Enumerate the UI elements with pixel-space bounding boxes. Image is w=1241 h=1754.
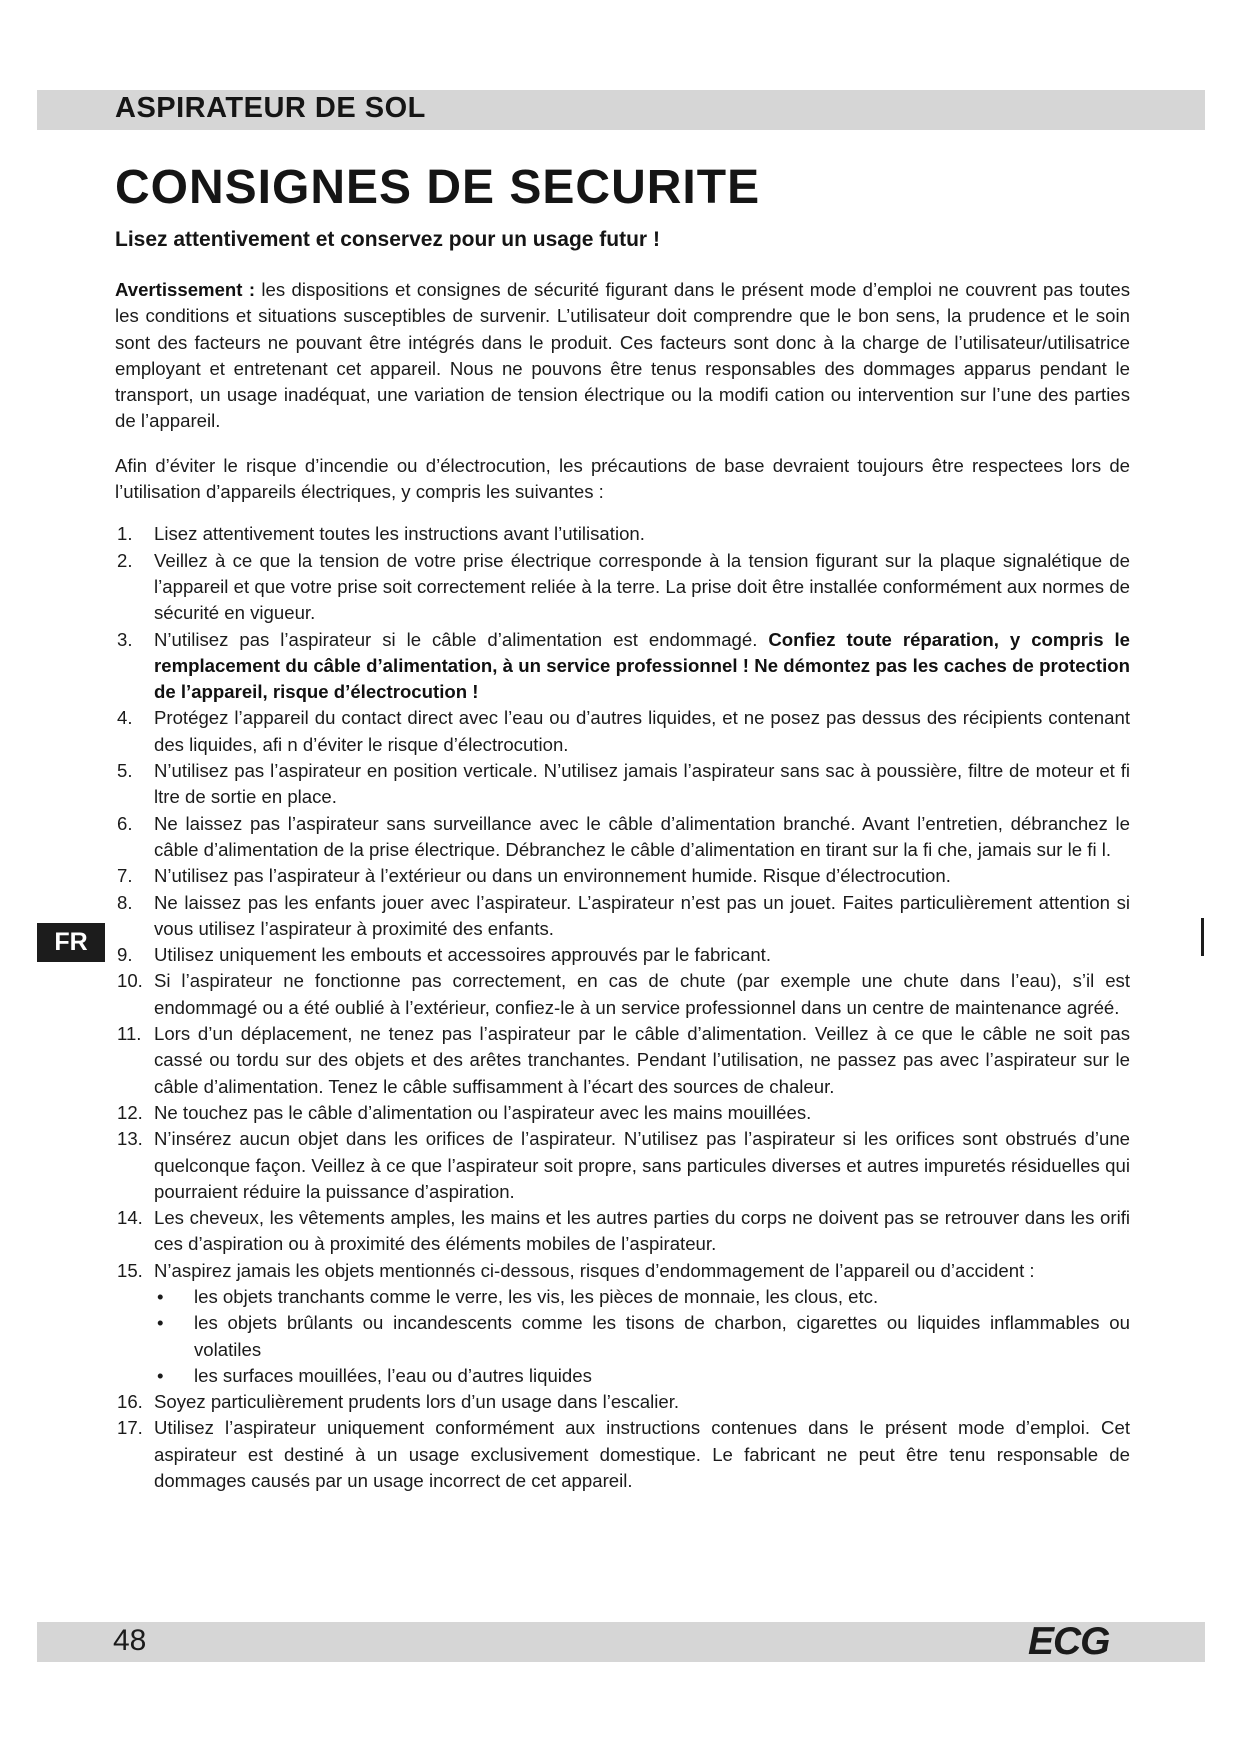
brand-logo: ECG [1028,1620,1110,1663]
sub-item-text: les objets brûlants ou incandescents comme les tisons de charbon, cigarettes ou liquides inflammables ou volatiles [194,1312,1130,1360]
list-item [115,890,1130,943]
bullet-icon: • [157,1285,164,1307]
item-number: 9. [117,944,133,966]
item-number: 15. [117,1259,143,1281]
sub-list [154,1284,1130,1389]
item-text: Ne touchez pas le câble d’alimentation ou l’aspirateur avec les mains mouillées. [154,1101,812,1123]
sub-list-item [154,1284,1130,1310]
intro-paragraph: Afin d’éviter le risque d’incendie ou d’électrocution, les précautions de base devraient toujours être respectees lors de l’utilisation d’appareils électriques, y compris les suivantes : [115,454,1130,503]
list-item [115,1100,1130,1126]
item-text: Utilisez uniquement les embouts et accessoires approuvés par le fabricant. [154,944,772,966]
item-number: 2. [117,549,133,571]
item-number: 5. [117,760,133,782]
list-item [115,1415,1130,1494]
item-number: 16. [117,1391,143,1413]
list-item [115,758,1130,811]
item-text: Utilisez l’aspirateur uniquement conformément aux instructions contenues dans le présent mode d’emploi. Cet aspirateur est destiné à un usage exclusivement domestique. Le fabricant ne peut être tenu responsable de dommages causés par un usage incorrect de cet appareil. [154,1417,1130,1492]
item-text: Lisez attentivement toutes les instructions avant l’utilisation. [154,523,645,545]
list-item [115,548,1130,627]
item-text: Soyez particulièrement prudents lors d’un usage dans l’escalier. [154,1391,680,1413]
item-text: N’utilisez pas l’aspirateur à l’extérieur ou dans un environnement humide. Risque d’électrocution. [154,865,951,887]
page-subtitle: Lisez attentivement et conservez pour un usage futur ! [115,228,660,251]
item-number: 6. [117,812,133,834]
list-item [115,811,1130,864]
item-text: Veillez à ce que la tension de votre prise électrique corresponde à la tension figurant sur la plaque signalétique de l’appareil et que votre prise soit correctement reliée à la terre. La prise doit être installée conformément aux normes de sécurité en vigueur. [154,549,1130,624]
list-item [115,521,1130,547]
warning-text: les dispositions et consignes de sécurité figurant dans le présent mode d’emploi ne couvrent pas toutes les conditions et situations susceptibles de survenir. L’utilisateur doit comprendre que le bon sens, la prudence et le soin sont des facteurs ne pouvant être intégrés dans le produit. Ces facteurs sont donc à la charge de l’utilisateur/utilisatrice employant et entretenant cet appareil. Nous ne pouvons être tenus responsables des dommages apparus pendant le transport, un usage inadéquat, une variation de tension électrique ou la modifi cation ou intervention sur l’une des parties de l’appareil. [115,279,1130,432]
safety-rules-list [115,521,1130,1494]
item-text: Si l’aspirateur ne fonctionne pas correctement, en cas de chute (par exemple une chute dans l’eau), s’il est endommagé ou a été oublié à l’extérieur, confiez-le à un service professionnel dans un centre de maintenance agréé. [154,970,1130,1018]
item-number: 13. [117,1128,143,1150]
list-item [115,942,1130,968]
list-item [115,627,1130,706]
sub-item-text: les surfaces mouillées, l’eau ou d’autres liquides [194,1364,592,1386]
side-marker [1201,918,1204,956]
item-text: N’insérez aucun objet dans les orifices de l’aspirateur. N’utilisez pas l’aspirateur si les orifices sont obstrués d’une quelconque façon. Veillez à ce que l’aspirateur soit propre, sans particules diverses et autres impuretés résiduelles qui pourraient réduire la puissance d’aspiration. [154,1128,1130,1202]
item-bold-text: Confiez toute réparation, y compris le remplacement du câble d’alimentation, à un service professionnel ! Ne démontez pas les caches de protection de l’appareil, risque d’électrocution ! [154,628,1130,703]
item-text: Protégez l’appareil du contact direct avec l’eau ou d’autres liquides, et ne posez pas dessus des récipients contenant des liquides, afi n d’éviter le risque d’électrocution. [154,707,1130,755]
item-number: 14. [117,1207,143,1229]
page-title: CONSIGNES DE SECURITE [115,161,761,214]
list-item [115,863,1130,889]
sub-item-text: les objets tranchants comme le verre, les vis, les pièces de monnaie, les clous, etc. [194,1285,879,1307]
item-text: N’utilisez pas l’aspirateur en position verticale. N’utilisez jamais l’aspirateur sans sac à poussière, filtre de moteur et fi ltre de sortie en place. [154,760,1130,808]
item-text: Ne laissez pas les enfants jouer avec l’aspirateur. L’aspirateur n’est pas un jouet. Faites particulièrement attention si vous utilisez l’aspirateur à proximité des enfants. [154,891,1130,939]
item-text: Ne laissez pas l’aspirateur sans surveillance avec le câble d’alimentation branché. Avant l’entretien, débranchez le câble d’alimentation de la prise électrique. Débranchez le câble d’alimentation en tirant sur la fi che, jamais sur le fi l. [154,812,1130,860]
item-text: Les cheveux, les vêtements amples, les mains et les autres parties du corps ne doivent pas se retrouver dans les orifi ces d’aspiration ou à proximité des éléments mobiles de l’aspirateur. [154,1207,1130,1255]
item-number: 7. [117,865,133,887]
list-item [115,1258,1130,1389]
item-number: 8. [117,891,133,913]
bullet-icon: • [157,1364,164,1386]
list-item [115,1389,1130,1415]
content [115,277,1130,1494]
item-number: 3. [117,628,133,650]
item-number: 10. [117,970,143,992]
item-text: N’utilisez pas l’aspirateur si le câble d’alimentation est endommagé. [154,628,769,650]
sub-list-item [154,1310,1130,1363]
list-item [115,705,1130,758]
item-number: 12. [117,1101,143,1123]
list-item [115,968,1130,1021]
item-number: 17. [117,1417,143,1439]
warning-paragraph [115,277,1130,435]
item-text: Lors d’un déplacement, ne tenez pas l’aspirateur par le câble d’alimentation. Veillez à ce que le câble ne soit pas cassé ou tordu sur des objets et des arêtes tranchantes. Pendant l’utilisation, ne passez pas avec l’aspirateur sur le câble d’alimentation. Tenez le câble suffisamment à l’écart des sources de chaleur. [154,1023,1130,1097]
list-item [115,1021,1130,1100]
section-title: ASPIRATEUR DE SOL [115,92,426,124]
item-number: 1. [117,523,133,545]
bullet-icon: • [157,1312,164,1334]
sub-list-item [154,1363,1130,1389]
item-number: 4. [117,707,133,729]
list-item [115,1205,1130,1258]
language-tab: FR [37,923,105,962]
item-text: N’aspirez jamais les objets mentionnés ci-dessous, risques d’endommagement de l’appareil ou d’accident : [154,1259,1035,1281]
page-number: 48 [113,1624,147,1657]
list-item [115,1126,1130,1205]
item-number: 11. [117,1023,142,1045]
warning-label: Avertissement : [115,279,256,300]
